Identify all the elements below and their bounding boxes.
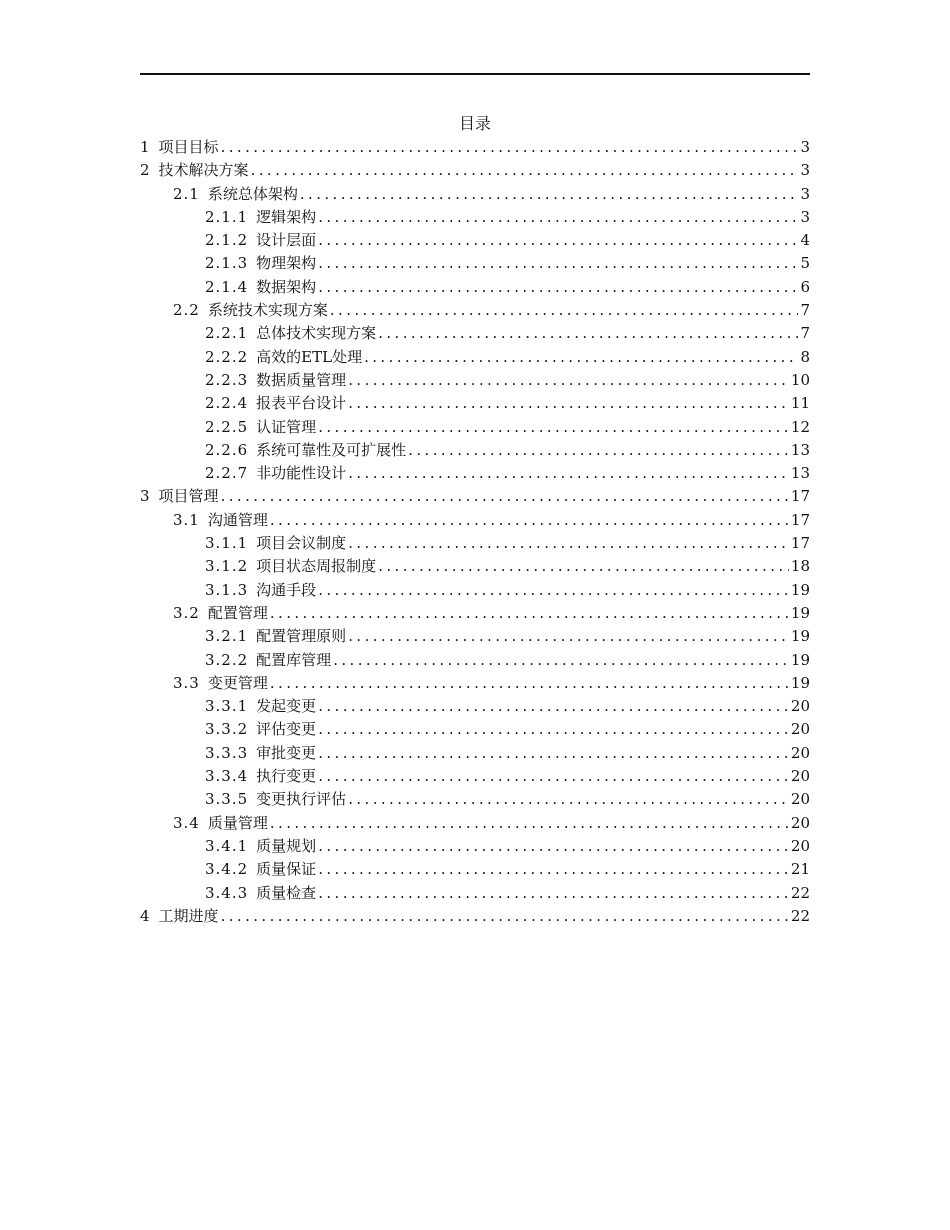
toc-dot-leader bbox=[348, 532, 789, 555]
toc-dot-leader bbox=[348, 369, 789, 392]
toc-entry-page: 21 bbox=[790, 860, 810, 879]
toc-entry-page: 19 bbox=[790, 650, 810, 669]
header-rule bbox=[140, 73, 810, 75]
toc-entry[interactable] bbox=[140, 695, 810, 718]
toc-dot-leader bbox=[318, 742, 789, 765]
toc-entry[interactable] bbox=[140, 346, 810, 369]
toc-entry-page: 19 bbox=[790, 603, 810, 622]
toc-entry-number: 3.1.2 bbox=[205, 557, 249, 576]
toc-dot-leader bbox=[318, 206, 798, 229]
toc-entry-label: 配置管理 bbox=[207, 603, 268, 622]
toc-entry[interactable] bbox=[140, 532, 810, 555]
toc-entry[interactable] bbox=[140, 555, 810, 578]
toc-entry[interactable] bbox=[140, 206, 810, 229]
toc-entry[interactable] bbox=[140, 718, 810, 741]
toc-entry-label: 评估变更 bbox=[256, 720, 317, 739]
toc-entry[interactable] bbox=[140, 322, 810, 345]
toc-entry[interactable] bbox=[140, 835, 810, 858]
toc-entry-number: 3.3 bbox=[173, 673, 200, 692]
toc-entry-label: 高效的ETL处理 bbox=[256, 347, 363, 366]
toc-dot-leader bbox=[221, 905, 789, 928]
toc-dot-leader bbox=[318, 858, 789, 881]
toc-entry-label: 设计层面 bbox=[256, 231, 317, 250]
toc-entry-label: 系统总体架构 bbox=[207, 184, 298, 203]
toc-dot-leader bbox=[348, 625, 789, 648]
toc-entry-number: 3.2.1 bbox=[205, 627, 249, 646]
toc-entry[interactable] bbox=[140, 765, 810, 788]
toc-entry-number: 3.2.2 bbox=[205, 650, 249, 669]
toc-entry-label: 项目会议制度 bbox=[256, 534, 347, 553]
toc-dot-leader bbox=[378, 322, 798, 345]
toc-entry-page: 7 bbox=[800, 324, 810, 343]
toc-entry-label: 沟通管理 bbox=[207, 510, 268, 529]
toc-entry-page: 7 bbox=[800, 301, 810, 320]
toc-dot-leader bbox=[270, 602, 789, 625]
toc-dot-leader bbox=[318, 835, 789, 858]
toc-entry-number: 2.1.4 bbox=[205, 277, 249, 296]
toc-entry-label: 配置管理原则 bbox=[256, 627, 347, 646]
toc-dot-leader bbox=[300, 183, 799, 206]
toc-entry-number: 2.2.4 bbox=[205, 394, 249, 413]
toc-entry-label: 执行变更 bbox=[256, 767, 317, 786]
toc-entry[interactable] bbox=[140, 369, 810, 392]
toc-entry-label: 配置库管理 bbox=[256, 650, 332, 669]
toc-entry-page: 10 bbox=[790, 370, 810, 389]
toc-entry-label: 变更执行评估 bbox=[256, 790, 347, 809]
toc-entry[interactable] bbox=[140, 276, 810, 299]
toc-dot-leader bbox=[318, 252, 798, 275]
toc-entry-label: 质量规划 bbox=[256, 836, 317, 855]
toc-dot-leader bbox=[318, 718, 789, 741]
toc-dot-leader bbox=[378, 555, 789, 578]
toc-entry-page: 5 bbox=[800, 254, 810, 273]
toc-entry-number: 2.1.3 bbox=[205, 254, 249, 273]
toc-dot-leader bbox=[251, 159, 799, 182]
toc-entry-number: 3.1 bbox=[173, 510, 200, 529]
toc-entry-number: 2.2.3 bbox=[205, 370, 249, 389]
toc-dot-leader bbox=[221, 485, 789, 508]
toc-entry-label: 逻辑架构 bbox=[256, 207, 317, 226]
toc-entry[interactable] bbox=[140, 905, 810, 928]
toc-entry[interactable] bbox=[140, 882, 810, 905]
toc-entry-label: 数据架构 bbox=[256, 277, 317, 296]
toc-entry[interactable] bbox=[140, 462, 810, 485]
toc-entry-label: 数据质量管理 bbox=[256, 370, 347, 389]
toc-dot-leader bbox=[318, 579, 789, 602]
toc-entry-number: 3.4.3 bbox=[205, 883, 249, 902]
toc-entry[interactable] bbox=[140, 299, 810, 322]
toc-entry-number: 2.2.1 bbox=[205, 324, 249, 343]
toc-entry[interactable] bbox=[140, 485, 810, 508]
toc-dot-leader bbox=[270, 812, 789, 835]
toc-entry-label: 质量保证 bbox=[256, 860, 317, 879]
toc-entry-number: 4 bbox=[140, 906, 151, 925]
toc-entry-label: 总体技术实现方案 bbox=[256, 324, 377, 343]
toc-dot-leader bbox=[333, 649, 789, 672]
toc-entry-label: 系统可靠性及可扩展性 bbox=[256, 440, 407, 459]
toc-entry-number: 3.3.3 bbox=[205, 743, 249, 762]
toc-entry-label: 发起变更 bbox=[256, 697, 317, 716]
toc-entry-label: 报表平台设计 bbox=[256, 394, 347, 413]
toc-entry[interactable] bbox=[140, 252, 810, 275]
toc-entry-number: 3.3.2 bbox=[205, 720, 249, 739]
toc-entry-page: 8 bbox=[800, 347, 810, 366]
toc-dot-leader bbox=[221, 136, 799, 159]
toc-entry-label: 变更管理 bbox=[207, 673, 268, 692]
toc-entry-number: 3.3.5 bbox=[205, 790, 249, 809]
toc-dot-leader bbox=[408, 439, 789, 462]
toc-entry-number: 2.2.2 bbox=[205, 347, 249, 366]
toc-entry-page: 17 bbox=[790, 534, 810, 553]
toc-entry-number: 3.3.4 bbox=[205, 767, 249, 786]
toc-entry[interactable] bbox=[140, 788, 810, 811]
toc-entry-page: 4 bbox=[800, 231, 810, 250]
toc-entry-number: 3.4 bbox=[173, 813, 200, 832]
toc-entry-page: 20 bbox=[790, 697, 810, 716]
toc-entry-page: 19 bbox=[790, 580, 810, 599]
toc-entry[interactable] bbox=[140, 625, 810, 648]
toc-entry[interactable] bbox=[140, 159, 810, 182]
toc-entry[interactable] bbox=[140, 579, 810, 602]
toc-entry-number: 2.1.2 bbox=[205, 231, 249, 250]
toc-entry-number: 3.1.1 bbox=[205, 534, 249, 553]
toc-dot-leader bbox=[318, 882, 789, 905]
toc-entry-label: 项目状态周报制度 bbox=[256, 557, 377, 576]
toc-entry-number: 3 bbox=[140, 487, 151, 506]
toc-entry[interactable] bbox=[140, 183, 810, 206]
toc-entry[interactable] bbox=[140, 229, 810, 252]
toc-dot-leader bbox=[318, 765, 789, 788]
toc-entry-label: 技术解决方案 bbox=[158, 161, 249, 180]
toc-entry-page: 3 bbox=[800, 207, 810, 226]
toc-entry-page: 3 bbox=[800, 184, 810, 203]
toc-dot-leader bbox=[348, 788, 789, 811]
toc-entry-number: 3.4.1 bbox=[205, 836, 249, 855]
toc-entry-label: 非功能性设计 bbox=[256, 464, 347, 483]
toc-entry-label: 项目目标 bbox=[158, 138, 219, 156]
toc-entry[interactable] bbox=[140, 602, 810, 625]
toc-entry-number: 2.1.1 bbox=[205, 207, 249, 226]
toc-entry[interactable] bbox=[140, 136, 810, 159]
toc-entry-page: 22 bbox=[790, 883, 810, 902]
toc-entry-number: 1 bbox=[140, 138, 151, 156]
toc-entry[interactable] bbox=[140, 649, 810, 672]
toc-dot-leader bbox=[318, 229, 798, 252]
toc-entry-page: 17 bbox=[790, 487, 810, 506]
toc-entry-page: 3 bbox=[800, 161, 810, 180]
toc-entry-label: 系统技术实现方案 bbox=[207, 301, 328, 320]
toc-dot-leader bbox=[348, 392, 789, 415]
toc-entry-number: 3.1.3 bbox=[205, 580, 249, 599]
toc-entry-label: 项目管理 bbox=[158, 487, 219, 506]
toc-entry-label: 认证管理 bbox=[256, 417, 317, 436]
toc-entry[interactable] bbox=[140, 439, 810, 462]
toc-entry-page: 3 bbox=[800, 138, 810, 156]
toc-entry[interactable] bbox=[140, 812, 810, 835]
toc-entry-number: 2.2 bbox=[173, 301, 200, 320]
toc-entry-page: 13 bbox=[790, 464, 810, 483]
toc-entry-label: 沟通手段 bbox=[256, 580, 317, 599]
toc-dot-leader bbox=[330, 299, 799, 322]
table-of-contents bbox=[140, 136, 810, 928]
toc-entry-number: 3.3.1 bbox=[205, 697, 249, 716]
toc-dot-leader bbox=[348, 462, 789, 485]
toc-entry-page: 20 bbox=[790, 813, 810, 832]
toc-entry[interactable] bbox=[140, 416, 810, 439]
toc-entry-page: 18 bbox=[790, 557, 810, 576]
toc-entry-page: 20 bbox=[790, 767, 810, 786]
toc-entry-page: 6 bbox=[800, 277, 810, 296]
toc-title: 目录 bbox=[458, 114, 491, 133]
toc-entry-page: 19 bbox=[790, 673, 810, 692]
toc-entry-page: 13 bbox=[790, 440, 810, 459]
toc-entry-page: 17 bbox=[790, 510, 810, 529]
toc-entry[interactable] bbox=[140, 742, 810, 765]
toc-entry-page: 11 bbox=[790, 394, 810, 413]
toc-entry-label: 质量管理 bbox=[207, 813, 268, 832]
toc-entry-number: 2 bbox=[140, 161, 151, 180]
toc-entry-label: 质量检查 bbox=[256, 883, 317, 902]
toc-dot-leader bbox=[318, 276, 798, 299]
toc-dot-leader bbox=[270, 509, 789, 532]
toc-entry-page: 12 bbox=[790, 417, 810, 436]
toc-dot-leader bbox=[270, 672, 789, 695]
toc-entry-number: 3.4.2 bbox=[205, 860, 249, 879]
toc-entry[interactable] bbox=[140, 509, 810, 532]
toc-entry-page: 20 bbox=[790, 836, 810, 855]
toc-entry-label: 工期进度 bbox=[158, 906, 219, 925]
toc-entry-label: 审批变更 bbox=[256, 743, 317, 762]
toc-entry-label: 物理架构 bbox=[256, 254, 317, 273]
toc-dot-leader bbox=[318, 416, 789, 439]
toc-entry-page: 20 bbox=[790, 790, 810, 809]
toc-entry[interactable] bbox=[140, 672, 810, 695]
toc-entry-page: 20 bbox=[790, 743, 810, 762]
toc-entry-number: 2.1 bbox=[173, 184, 200, 203]
toc-dot-leader bbox=[364, 346, 798, 369]
toc-entry[interactable] bbox=[140, 858, 810, 881]
toc-entry-page: 22 bbox=[790, 906, 810, 925]
toc-entry-number: 2.2.6 bbox=[205, 440, 249, 459]
toc-entry-page: 19 bbox=[790, 627, 810, 646]
toc-entry-number: 2.2.5 bbox=[205, 417, 249, 436]
toc-entry-number: 3.2 bbox=[173, 603, 200, 622]
toc-entry-page: 20 bbox=[790, 720, 810, 739]
toc-entry[interactable] bbox=[140, 392, 810, 415]
toc-dot-leader bbox=[318, 695, 789, 718]
toc-entry-number: 2.2.7 bbox=[205, 464, 249, 483]
